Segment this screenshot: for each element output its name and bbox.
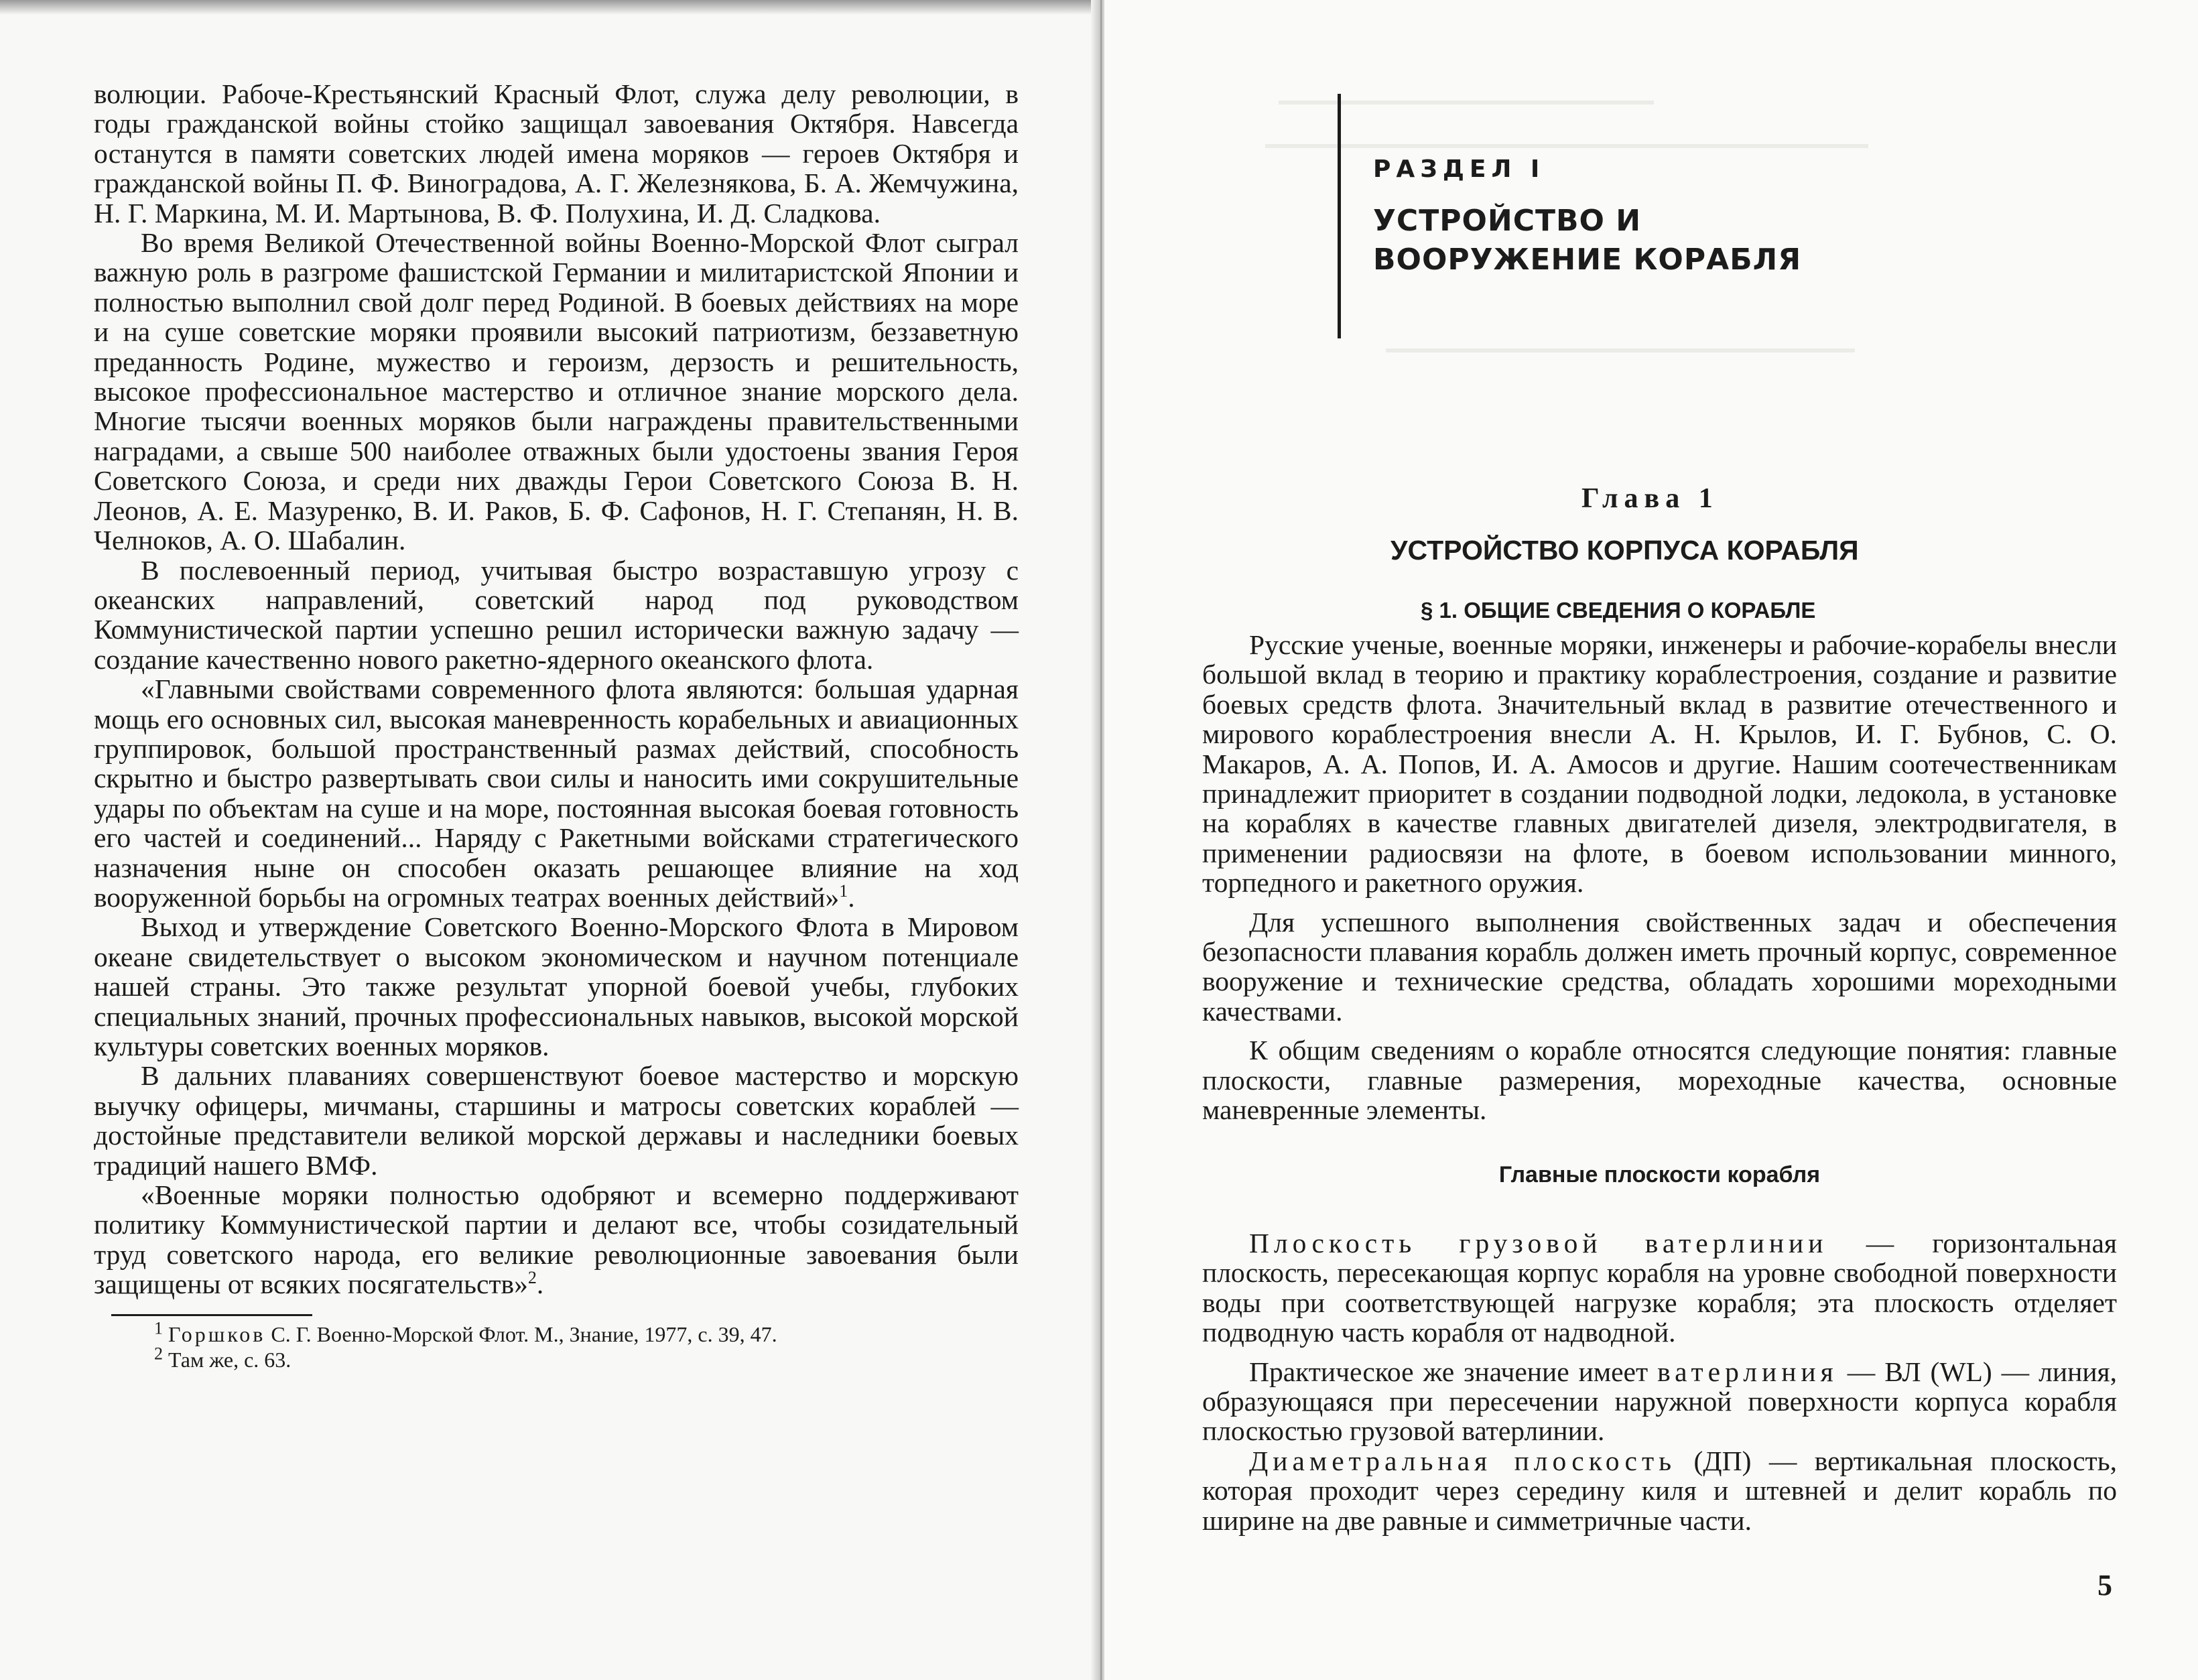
defined-term: ватерлиния: [1657, 1356, 1838, 1387]
footnote-text: С. Г. Военно-Морской Флот. М., Знание, 1977, с. 39, 47.: [271, 1321, 777, 1346]
chapter-label: Глава 1: [1581, 483, 1719, 514]
definition-text: — ВЛ (WL) — линия, образующаяся при пересечении наружной поверхности корпуса корабля плоскостью грузовой ватерлинии.: [1202, 1356, 2117, 1447]
paragraph: К общим сведениям о корабле относятся следующие понятия: главные плоскости, главные размерения, мореходные качества, основные маневренные элементы.: [1202, 1035, 2117, 1126]
left-text-column: [94, 79, 1019, 1372]
section-title-line: УСТРОЙСТВО И: [1373, 204, 1642, 238]
quote-text: «Главными свойствами современного флота являются: большая ударная мощь его основных сил, высокая маневренность корабельных и авиационных группировок, большой пространственный размах действий, способность скрытно и быстро развертывать свои силы и наносить ими сокрушительные удары по объектам на суше и на море, постоянная высокая боевая готовность его частей и соединений... Наряду с Ракетными войсками стратегического назначения ныне он способен оказать решающее влияние на ход вооруженной борьбы на огромных театрах военных действий»: [94, 673, 1019, 913]
footnote-mark: 1: [154, 1318, 163, 1338]
bleed-through: [1386, 348, 1855, 352]
defined-term: Диаметральная плоскость: [1249, 1445, 1677, 1476]
footnote-rule: [111, 1314, 312, 1316]
paragraph: В дальних плаваниях совершенствуют боевое мастерство и морскую выучку офицеры, мичманы, старшины и матросы советских кораблей — достойные представители великой морской державы и наследники боевых традиций нашего ВМФ.: [94, 1060, 1019, 1181]
right-text-column: [1202, 630, 2117, 1535]
paragraph: «Главными свойствами современного флота являются: большая ударная мощь его основных сил, высокая маневренность корабельных и авиационных группировок, большой пространственный размах действий, способность скрытно и быстро развертывать свои силы и наносить ими сокрушительные удары по объектам на суше и на море, постоянная высокая боевая готовность его частей и соединений... Наряду с Ракетными войсками стратегического назначения ныне он способен оказать решающее влияние на ход вооруженной борьбы на огромных театрах военных действий»$^1$.: [94, 673, 1019, 913]
footnote-ref: 1: [839, 881, 848, 901]
paragraph: Русские ученые, военные моряки, инженеры и рабочие-корабелы внесли большой вклад в теорию и практику кораблестроения, создание и развитие боевых средств флота. Значительный вклад в развитие отечественного и мирового кораблестроения внесли А. Н. Крылов, И. Г. Бубнов, С. О. Макаров, А. А. Попов, И. А. Амосов и другие. Нашим соотечественникам принадлежит приоритет в создании подводной лодки, ледокола, в установке на кораблях в качестве главных двигателей дизеля, электродвигателя, в применении радиосвязи на флоте, в боевом использовании минного, торпедного и ракетного оружия.: [1202, 629, 2117, 899]
section-header: [1338, 94, 1801, 338]
quote-text: «Военные моряки полностью одобряют и всемерно поддерживают политику Коммунистической партии и делают все, чтобы созидательный труд советского народа, его великие революционные завоевания были защищены от всяких посягательств»: [94, 1179, 1019, 1300]
definition: [1202, 1446, 2117, 1535]
section-title-line: ВООРУЖЕНИЕ КОРАБЛЯ: [1373, 243, 1802, 277]
page-number: 5: [2097, 1569, 2112, 1602]
paragraph: В послевоенный период, учитывая быстро возраставшую угрозу с океанских направлений, советский народ под руководством Коммунистической партии успешно решил исторически важную задачу — создание качественно нового ракетно-ядерного океанского флота.: [94, 554, 1019, 675]
footnote: [94, 1344, 1019, 1372]
subheading: Главные плоскости корабля: [1498, 1161, 1821, 1187]
footnote: [94, 1318, 1019, 1347]
definition: [1202, 1228, 2117, 1348]
paragraph: Во время Великой Отечественной войны Военно-Морской Флот сыграл важную роль в разгроме фашистской Германии и милитаристской Японии и полностью выполнил свой долг перед Родиной. В боевых действиях на море и на суше советские моряки проявили высокий патриотизм, беззаветную преданность Родине, мужество и героизм, дерзость и решительность, высокое профессиональное мастерство и отличное знание морского дела. Многие тысячи военных моряков были награждены правительственными наградами, а свыше 500 наиболее отважных были удостоены звания Героя Советского Союза, и среди них дважды Герои Советского Союза В. Н. Леонов, А. Е. Мазуренко, В. И. Раков, Б. Ф. Сафонов, Н. Г. Степанян, Н. В. Челноков, А. О. Шабалин.: [94, 227, 1019, 556]
footnote-mark: 2: [154, 1344, 163, 1363]
definition-text: (ДП) — вертикальная плоскость, которая проходит через середину киля и штевней и делит корабль по ширине на две равные и симметричные части.: [1202, 1445, 2117, 1536]
footnote-text: Там же, с. 63.: [168, 1347, 292, 1372]
scan-shadow: [0, 0, 1099, 15]
paragraph: «Военные моряки полностью одобряют и всемерно поддерживают политику Коммунистической партии и делают все, чтобы созидательный труд советского народа, его великие революционные завоевания были защищены от всяких посягательств»$^2$.: [94, 1179, 1019, 1300]
section-label: РАЗДЕЛ I: [1373, 155, 1545, 183]
definition-text: — горизонтальная плоскость, пересекающая корпус корабля на уровне свободной поверхности воды при соответствующей нагрузке корабля; эта плоскость отделяет подводную часть корабля от надводной.: [1202, 1227, 2117, 1348]
definition-lead: Практическое же значение имеет: [1249, 1356, 1658, 1387]
paragraph: волюции. Рабоче-Крестьянский Красный Флот, служа делу революции, в годы гражданской войны стойко защищал завоевания Октября. Навсегда останутся в памяти советских людей имена моряков — героев Октября и гражданской войны П. Ф. Виноградова, А. Г. Железнякова, Б. А. Жемчужина, Н. Г. Маркина, М. И. Мартынова, В. Ф. Полухина, И. Д. Сладкова.: [94, 78, 1019, 229]
footnote-author: Горшков: [168, 1321, 266, 1346]
paragraph: Выход и утверждение Советского Военно-Морского Флота в Мировом океане свидетельствует о высоком экономическом и научном потенциале нашей страны. Это также результат упорной боевой учебы, глубоких специальных знаний, прочных профессиональных навыков, высокой морской культуры советских военных моряков.: [94, 911, 1019, 1061]
definition: [1202, 1357, 2117, 1446]
section-title: [1373, 202, 1801, 279]
defined-term: Плоскость грузовой ватерлинии: [1249, 1227, 1828, 1258]
footnote-ref: 2: [527, 1268, 537, 1288]
chapter-title: УСТРОЙСТВО КОРПУСА КОРАБЛЯ: [1391, 535, 1859, 566]
paragraph: Для успешного выполнения свойственных задач и обеспечения безопасности плавания корабль должен иметь прочный корпус, современное вооружение и технические средства, обладать хорошими мореходными качествами.: [1202, 906, 2117, 1027]
paragraph-title: § 1. ОБЩИЕ СВЕДЕНИЯ О КОРАБЛЕ: [1421, 598, 1816, 623]
